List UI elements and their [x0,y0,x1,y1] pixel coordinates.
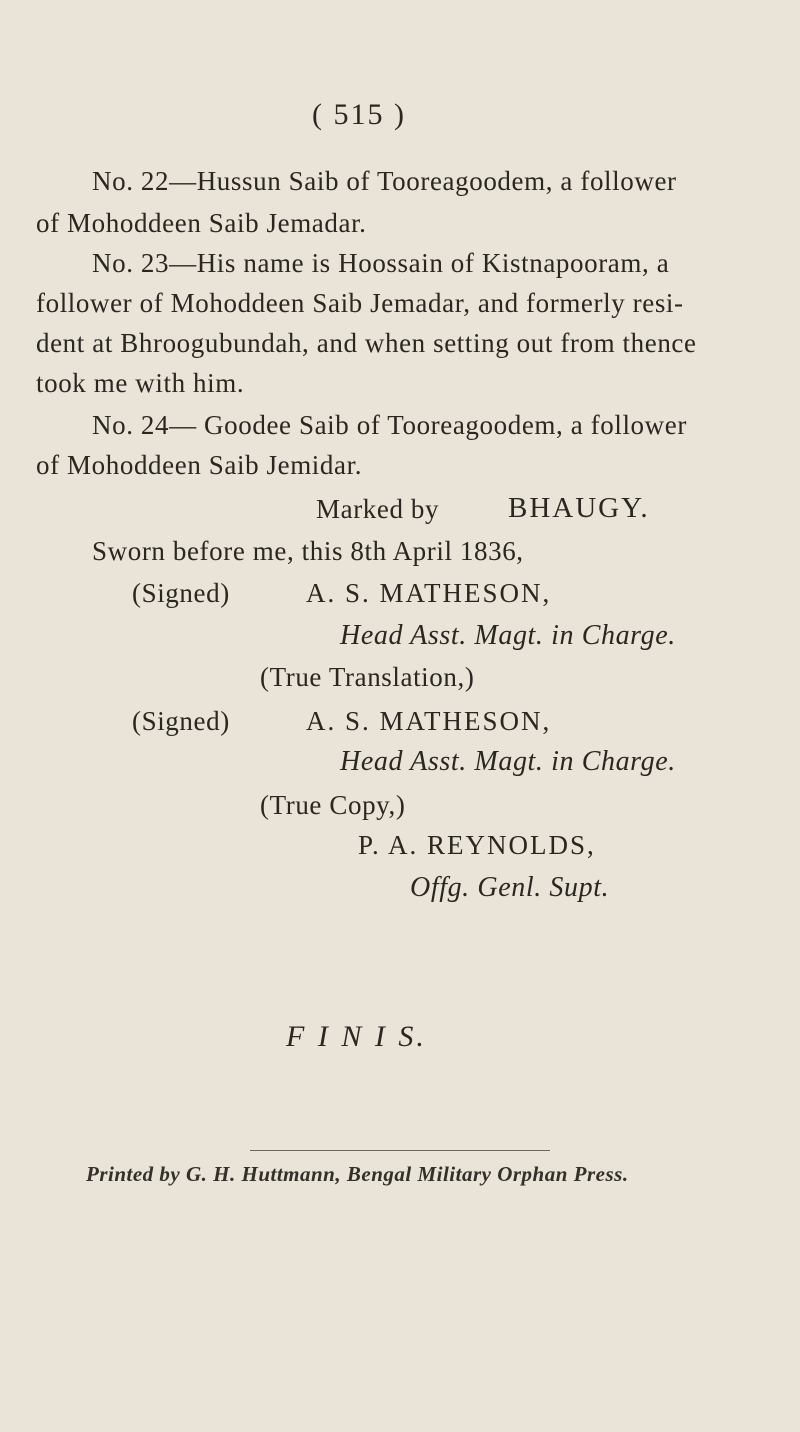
entry-23-line-2: follower of Mohoddeen Saib Jemadar, and formerly resi- [36,288,684,318]
marked-by-label: Marked by [316,494,440,524]
entry-23-line-3: dent at Bhroogubundah, and when setting out from thence [36,328,697,358]
signature-1-name: A. S. MATHESON, [306,578,552,608]
entry-24-line-1: No. 24— Goodee Saib of Tooreagoodem, a follower [92,410,687,440]
true-translation-note: (True Translation,) [260,662,475,692]
colophon: Printed by G. H. Huttmann, Bengal Military Orphan Press. [86,1162,629,1186]
signature-3-name: P. A. REYNOLDS, [358,830,596,860]
signature-2-name: A. S. MATHESON, [306,706,552,736]
signature-3-title: Offg. Genl. Supt. [410,872,610,903]
true-copy-note: (True Copy,) [260,790,406,820]
sworn-statement: Sworn before me, this 8th April 1836, [92,536,524,566]
colophon-divider [250,1150,550,1151]
signature-1-signed: (Signed) [132,578,230,608]
entry-23-line-1: No. 23—His name is Hoossain of Kistnapooram, a [92,248,670,278]
entry-22-line-1: No. 22—Hussun Saib of Tooreagoodem, a follower [92,166,677,196]
entry-23-line-4: took me with him. [36,368,245,398]
signature-2-title: Head Asst. Magt. in Charge. [340,746,676,777]
marked-by-name: BHAUGY. [508,492,650,524]
entry-22-line-2: of Mohoddeen Saib Jemadar. [36,208,367,238]
finis-mark: F I N I S. [286,1020,427,1053]
page-number: ( 515 ) [312,98,406,131]
signature-2-signed: (Signed) [132,706,230,736]
entry-24-line-2: of Mohoddeen Saib Jemidar. [36,450,363,480]
signature-1-title: Head Asst. Magt. in Charge. [340,620,676,651]
